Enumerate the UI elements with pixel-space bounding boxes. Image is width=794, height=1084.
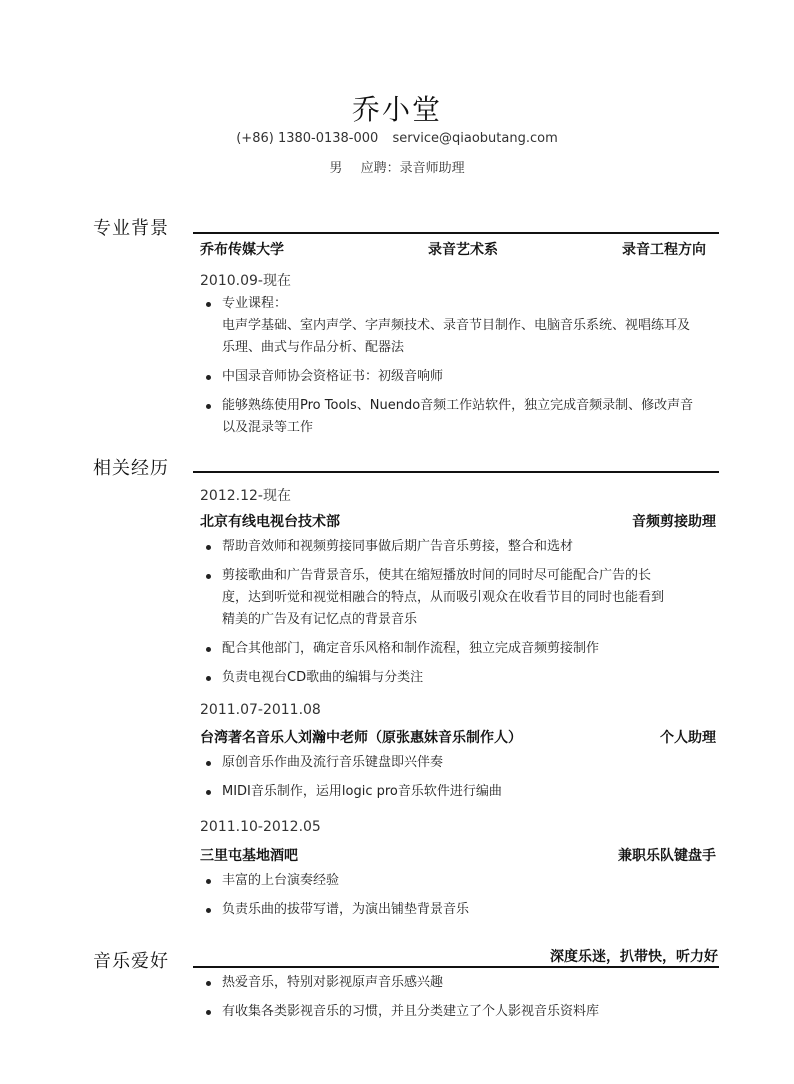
phone-number: (+86) 1380-0138-000: [236, 131, 379, 146]
job-row: [200, 511, 718, 531]
section-title-experience: 相关经历: [93, 458, 169, 479]
list-item: 有收集各类影视音乐的习惯，并且分类建立了个人影视音乐资料库: [200, 1001, 720, 1023]
section-title-education: 专业背景: [93, 218, 169, 239]
major-name: 录音工程方向: [622, 242, 706, 258]
list-item: 帮助音效师和视频剪接同事做后期广告音乐剪接，整合和选材: [200, 536, 670, 558]
applied-position: 应聘：录音师助理: [360, 161, 465, 176]
list-item: MIDI音乐制作，运用logic pro音乐软件进行编曲: [200, 781, 720, 803]
meta-line: [0, 157, 794, 176]
list-item: 剪接歌曲和广告背景音乐，使其在缩短播放时间的同时尽可能配合广告的长度，达到听觉和视觉相融合的特点，从而吸引观众在收看节目的同时也能看到精美的广告及有记忆点的背景音乐: [200, 565, 670, 631]
job-org: 台湾著名音乐人刘瀚中老师（原张惠妹音乐制作人）: [200, 730, 522, 746]
job-date: 2012.12-现在: [200, 488, 291, 504]
list-item: 能够熟练使用Pro Tools、Nuendo音频工作站软件，独立完成音频录制、修改声音以及混录等工作: [200, 395, 720, 439]
job-org: 三里屯基地酒吧: [200, 848, 298, 864]
job-duties: [200, 870, 720, 928]
job-row: [200, 845, 718, 865]
hobby-tagline: 深度乐迷，扒带快，听力好: [550, 949, 718, 965]
list-item: 中国录音师协会资格证书：初级音响师: [200, 366, 720, 388]
job-role: 音频剪接助理: [632, 514, 716, 530]
candidate-name: 乔小堂: [351, 93, 442, 126]
education-date: 2010.09-现在: [200, 273, 291, 289]
department-name: 录音艺术系: [428, 242, 498, 258]
list-item: 丰富的上台演奏经验: [200, 870, 720, 892]
job-role: 个人助理: [660, 730, 716, 746]
email-address: service@qiaobutang.com: [392, 131, 558, 146]
education-list: [200, 293, 720, 446]
job-date: 2011.07-2011.08: [200, 702, 321, 718]
job-duties: [200, 752, 720, 810]
list-item: 负责电视台CD歌曲的编辑与分类注: [200, 667, 670, 689]
list-item: 原创音乐作曲及流行音乐键盘即兴伴奏: [200, 752, 720, 774]
course-list: 电声学基础、室内声学、字声频技术、录音节目制作、电脑音乐系统、视唱练耳及乐理、曲式与作品分析、配器法: [222, 318, 691, 355]
job-org: 北京有线电视台技术部: [200, 514, 340, 530]
list-item: 配合其他部门，确定音乐风格和制作流程，独立完成音频剪接制作: [200, 638, 670, 660]
list-item: 热爱音乐，特别对影视原声音乐感兴趣: [200, 972, 720, 994]
contact-line: [0, 131, 794, 146]
gender: 男: [329, 161, 343, 176]
job-date: 2011.10-2012.05: [200, 819, 321, 835]
section-divider: [193, 232, 719, 234]
section-divider: [193, 966, 719, 968]
school-name: 乔布传媒大学: [200, 242, 284, 258]
section-divider: [193, 471, 719, 473]
job-duties: [200, 536, 670, 696]
job-row: [200, 727, 718, 747]
education-row: [200, 239, 718, 259]
job-role: 兼职乐队键盘手: [618, 848, 716, 864]
list-item: 负责乐曲的拔带写谱，为演出铺垫背景音乐: [200, 899, 720, 921]
section-title-hobby: 音乐爱好: [93, 951, 169, 972]
hobby-list: [200, 972, 720, 1030]
list-item: 专业课程： 电声学基础、室内声学、字声频技术、录音节目制作、电脑音乐系统、视唱练耳及乐理、曲式与作品分析、配器法: [200, 293, 720, 359]
